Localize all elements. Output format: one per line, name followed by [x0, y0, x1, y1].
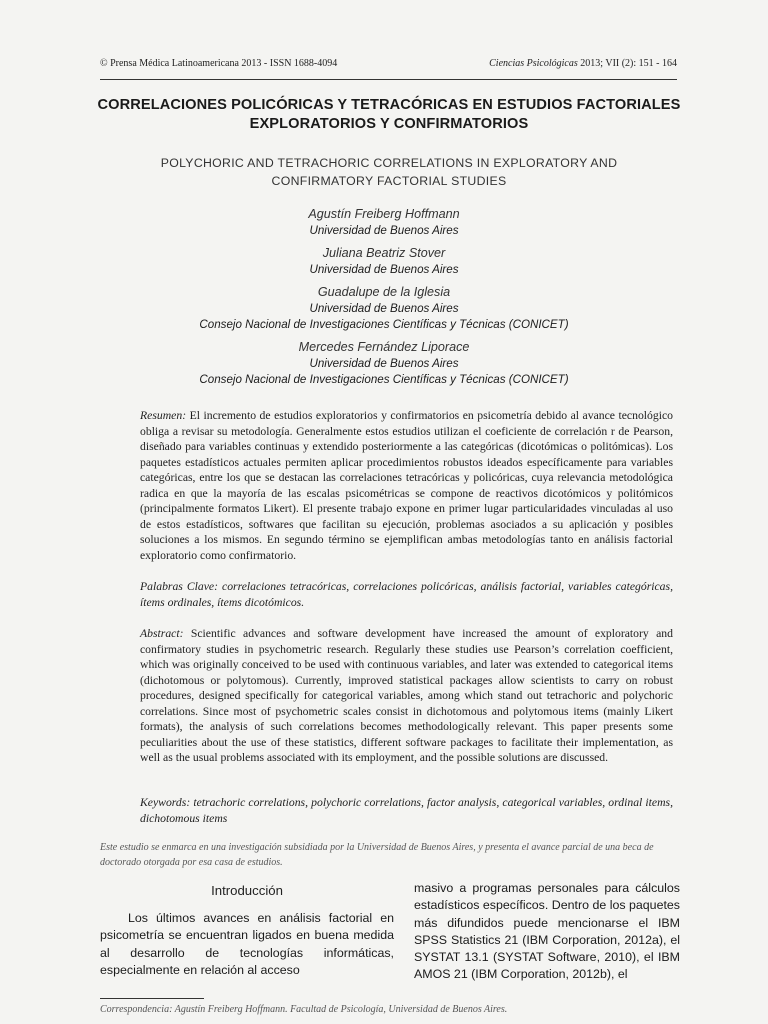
journal-volume: 2013; VII (2): 151 - 164 [577, 57, 677, 69]
keywords-paragraph [140, 795, 673, 826]
intro-paragraph-left: Los últimos avances en análisis factorial en psicometría se encuentran ligados en buena medida al desarrollo de tecnologías informáticas, especialmente en relación al acceso [100, 911, 394, 977]
author-affiliation: Universidad de Buenos Aires [309, 357, 459, 370]
keywords-text: tetrachoric correlations, polychoric correlations, factor analysis, categorical variables, ordinal items, dichotomous items [140, 796, 673, 825]
author-affiliation-secondary: Consejo Nacional de Investigaciones Científicas y Técnicas (CONICET) [199, 373, 569, 386]
palabras-clave-label: Palabras Clave: [140, 580, 219, 593]
footnote-rule [100, 998, 204, 999]
resumen-paragraph [140, 408, 673, 563]
journal-citation-right [489, 58, 677, 69]
correspondence-footnote: Correspondencia: Agustín Freiberg Hoffmann. Facultad de Psicología, Universidad de Buenos Aires. [100, 1004, 508, 1015]
abstract-paragraph [140, 626, 673, 766]
author-block [130, 245, 638, 278]
palabras-clave-text: correlaciones tetracóricas, correlaciones policóricas, análisis factorial, variables categóricas, ítems ordinales, ítems dicotómicos. [140, 580, 673, 609]
header-rule [100, 79, 677, 80]
author-name: Agustín Freiberg Hoffmann [308, 207, 460, 221]
author-affiliation: Universidad de Buenos Aires [309, 224, 459, 237]
resumen-label: Resumen: [140, 409, 187, 422]
body-column-left [100, 880, 394, 979]
title-english: POLYCHORIC AND TETRACHORIC CORRELATIONS IN EXPLORATORY AND CONFIRMATORY FACTORIAL STUDIES [160, 156, 618, 188]
author-block [130, 284, 638, 333]
abstract-label: Abstract: [140, 627, 184, 640]
author-block [130, 339, 638, 388]
author-list [130, 206, 638, 394]
author-name: Juliana Beatriz Stover [322, 246, 446, 260]
author-name: Mercedes Fernández Liporace [298, 340, 470, 354]
section-heading-introduccion: Introducción [211, 883, 283, 898]
abstract-text: Scientific advances and software development have increased the amount of exploratory and confirmatory studies in psychometric research. Regularly these studies use Pearson’s correlation coefficient, which was originally conceived to be used with continuous variables, and later was extended to categorical items (dichotomous or polytomous). Currently, improved statistical packages allow scientists to carry on robust procedures, designed specifically for categorical variables, among which stand out tetrachoric and polychoric correlations. Since most of psychometric scales consist in dichotomous and polytomous items (mainly Likert formats), the analysis of such correlations becomes methodologically relevant. This paper presents some peculiarities about the use of these statistics, different software packages to facilitate their implementation, as well as the usual problems associated with its employment, and the possible solutions are discussed. [140, 627, 673, 764]
funding-note: Este estudio se enmarca en una investigación subsidiada por la Universidad de Buenos Aires, y presenta el avance parcial de una beca de doctorado otorgada por esa casa de estudios. [100, 842, 654, 868]
body-column-right [414, 880, 680, 984]
running-header [100, 56, 677, 70]
author-affiliation: Universidad de Buenos Aires [309, 263, 459, 276]
keywords-label: Keywords: [140, 796, 191, 809]
journal-citation-left: © Prensa Médica Latinoamericana 2013 - ISSN 1688-4094 [100, 57, 338, 69]
author-affiliation: Universidad de Buenos Aires [309, 302, 459, 315]
author-affiliation-secondary: Consejo Nacional de Investigaciones Científicas y Técnicas (CONICET) [199, 318, 569, 331]
intro-paragraph-right: masivo a programas personales para cálculos estadísticos específicos. Dentro de los paquetes más difundidos puede mencionarse el IBM SPSS Statistics 21 (IBM Corporation, 2012a), el SYSTAT 13.1 (SYSTAT Software, 2010), el IBM AMOS 21 (IBM Corporation, 2012b), el [414, 881, 680, 982]
author-block [130, 206, 638, 239]
palabras-clave-paragraph [140, 579, 673, 610]
author-name: Guadalupe de la Iglesia [317, 285, 451, 299]
resumen-text: El incremento de estudios exploratorios y confirmatorios en psicometría debido al avance tecnológico obliga a revisar su metodología. Generalmente estos estudios utilizan el coeficiente de correlación r de Pearson, diseñado para variables continuas y extendido posteriormente a las categóricas (dicotómicas o politómicas). Los paquetes estadísticos actuales permiten aplicar procedimientos robustos ideados específicamente para variables categóricas, entre los que se destacan las correlaciones tetracóricas y policóricas, cuya relevancia metodológica radica en que la mayoría de las escalas psicométricas se compone de reactivos dicotómicos y politómicos (principalmente formatos Likert). El presente trabajo expone en primer lugar particularidades vinculadas al uso de estos estadísticos, softwares que facilitan su ejecución, problemas asociados a su aplicación y posibles soluciones a los mismos. En segundo término se ejemplifican ambas metodologías tanto en análisis factorial exploratorio como confirmatorio. [140, 409, 673, 562]
title-spanish: CORRELACIONES POLICÓRICAS Y TETRACÓRICAS EN ESTUDIOS FACTORIALES EXPLORATORIOS Y CONFIRMATORIOS [97, 97, 681, 132]
journal-name: Ciencias Psicológicas [489, 57, 578, 69]
